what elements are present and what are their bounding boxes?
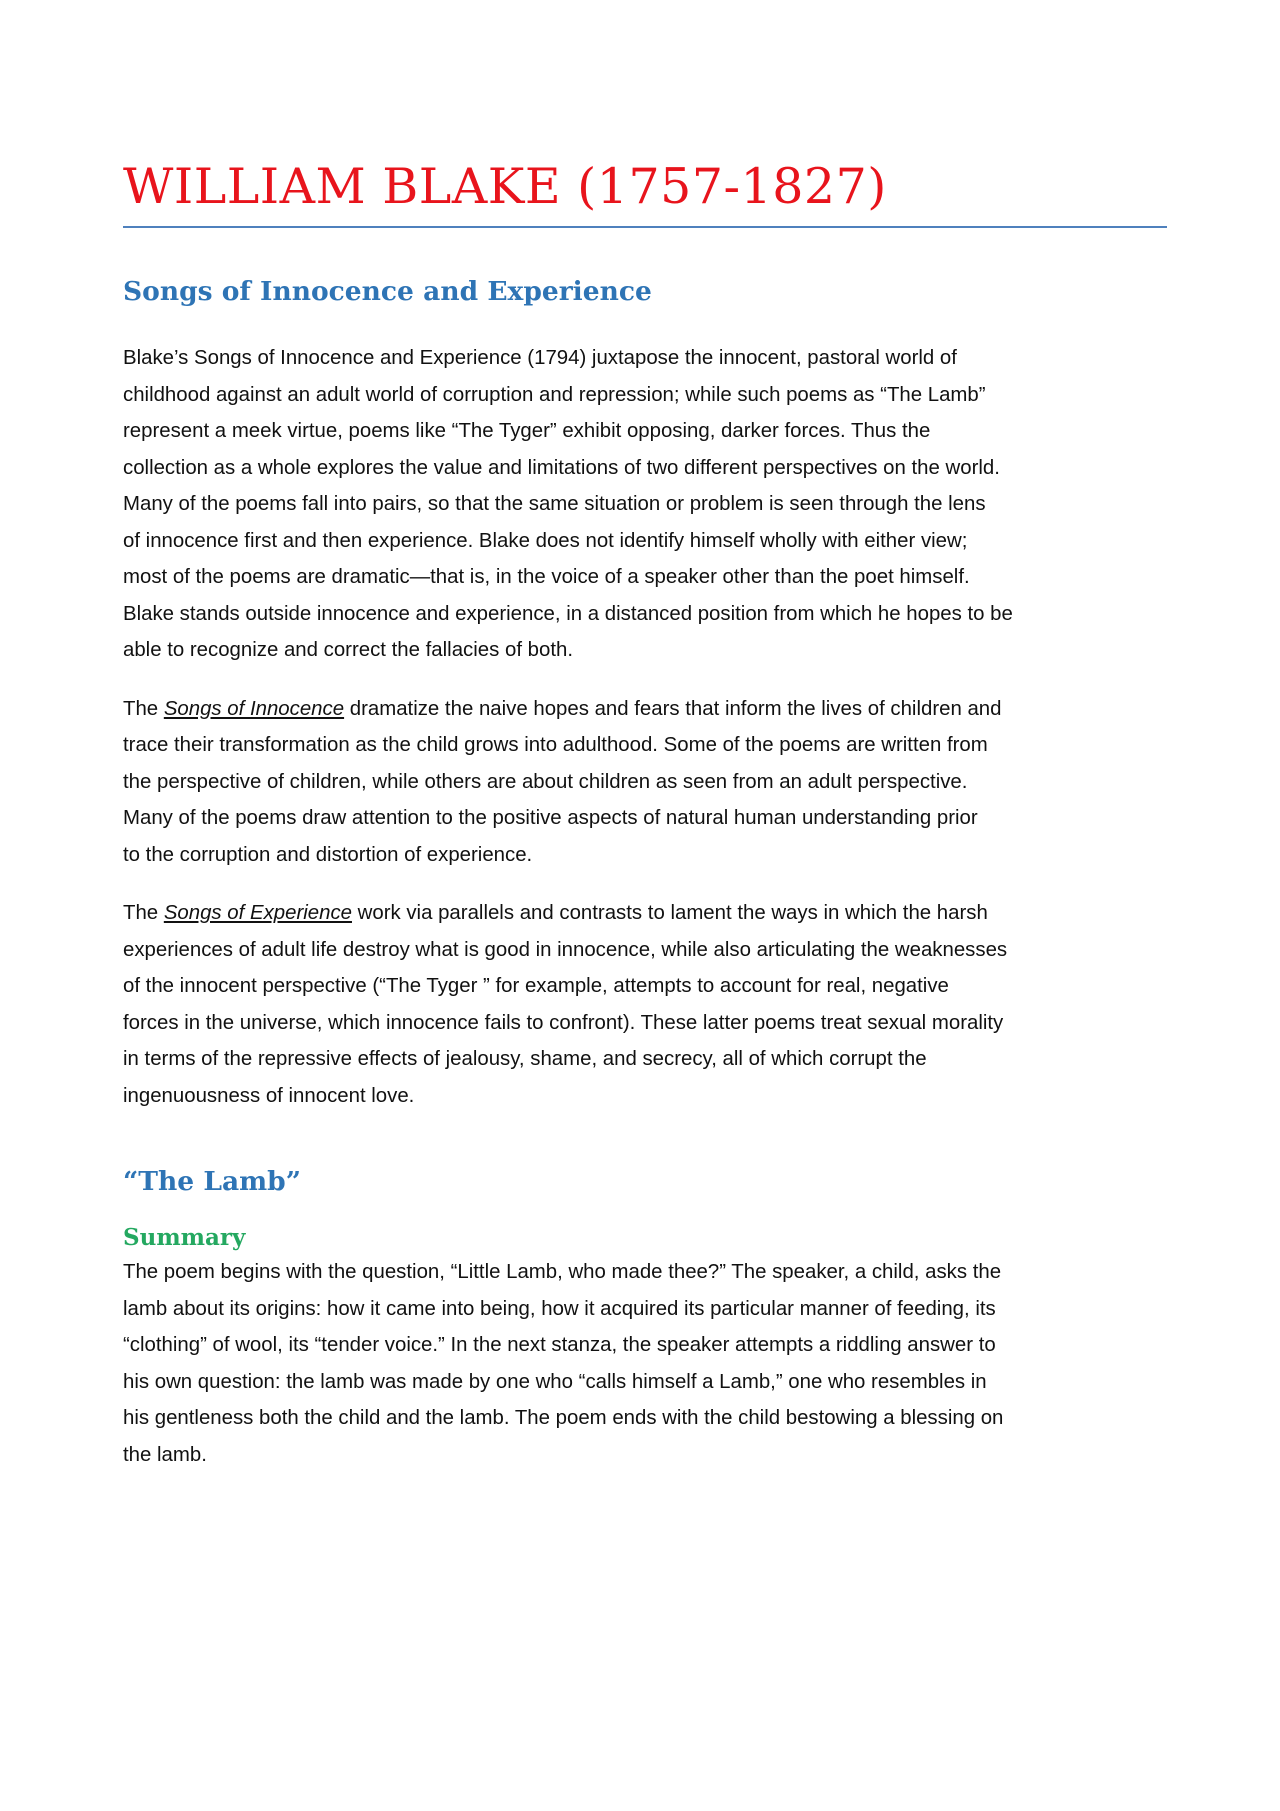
experience-paragraph bbox=[123, 895, 1167, 1114]
paragraph-line: the perspective of children, while others are about children as seen from an adult perspective. bbox=[123, 770, 968, 793]
paragraph-line: the lamb. bbox=[123, 1443, 207, 1466]
document-title: WILLIAM BLAKE (1757-1827) bbox=[123, 158, 887, 215]
paragraph-line-rest: dramatize the naive hopes and fears that inform the lives of children and bbox=[344, 697, 1002, 720]
paragraph-line: of innocence first and then experience. Blake does not identify himself wholly with either view; bbox=[123, 529, 968, 552]
paragraph-line: his gentleness both the child and the lamb. The poem ends with the child bestowing a blessing on bbox=[123, 1407, 1004, 1429]
paragraph-line: The poem begins with the question, “Little Lamb, who made thee?” The speaker, a child, asks the bbox=[123, 1261, 1002, 1283]
document-content bbox=[123, 152, 1167, 1473]
paragraph-line bbox=[123, 691, 1167, 728]
intro-paragraph bbox=[123, 340, 1167, 669]
paragraph-line: forces in the universe, which innocence fails to confront). These latter poems treat sexual morality bbox=[123, 1011, 1004, 1034]
paragraph-prefix: The bbox=[123, 697, 164, 720]
paragraph-prefix: The bbox=[123, 902, 164, 924]
paragraph-line: Blake stands outside innocence and experience, in a distanced position from which he hopes to be bbox=[123, 602, 1013, 625]
paragraph-line: childhood against an adult world of corruption and repression; while such poems as “The Lamb” bbox=[123, 383, 986, 406]
paragraph-line: lamb about its origins: how it came into being, how it acquired its particular manner of feeding, its bbox=[123, 1297, 996, 1320]
paragraph-line: ingenuousness of innocent love. bbox=[123, 1084, 415, 1107]
paragraph-line: Many of the poems draw attention to the positive aspects of natural human understanding prior bbox=[123, 807, 978, 829]
paragraph-line: of the innocent perspective (“The Tyger ” for example, attempts to account for real, negative bbox=[123, 975, 949, 997]
paragraph-line bbox=[123, 895, 1167, 932]
paragraph-line: trace their transformation as the child grows into adulthood. Some of the poems are written from bbox=[123, 734, 988, 756]
songs-of-innocence-title: Songs of Innocence bbox=[163, 697, 345, 720]
paragraph-line: “clothing” of wool, its “tender voice.” In the next stanza, the speaker attempts a riddling answer to bbox=[123, 1334, 996, 1356]
summary-heading: Summary bbox=[123, 1224, 246, 1251]
paragraph-line: most of the poems are dramatic—that is, in the voice of a speaker other than the poet himself. bbox=[123, 566, 970, 588]
paragraph-line-rest: work via parallels and contrasts to lament the ways in which the harsh bbox=[351, 902, 988, 924]
title-underline-rule bbox=[123, 226, 1167, 228]
section-heading-the-lamb: “The Lamb” bbox=[123, 1166, 301, 1197]
paragraph-line: represent a meek virtue, poems like “The Tyger” exhibit opposing, darker forces. Thus the bbox=[123, 420, 931, 442]
paragraph-line: Many of the poems fall into pairs, so that the same situation or problem is seen through the lens bbox=[123, 493, 986, 515]
summary-paragraph bbox=[123, 1254, 1167, 1473]
paragraph-line: his own question: the lamb was made by one who “calls himself a Lamb,” one who resembles in bbox=[123, 1370, 987, 1393]
paragraph-line: collection as a whole explores the value and limitations of two different perspectives on the world. bbox=[123, 456, 1000, 479]
paragraph-line: Blake’s Songs of Innocence and Experience (1794) juxtapose the innocent, pastoral world of bbox=[123, 347, 957, 369]
paragraph-line: in terms of the repressive effects of jealousy, shame, and secrecy, all of which corrupt the bbox=[123, 1048, 927, 1070]
section-heading-songs: Songs of Innocence and Experience bbox=[123, 276, 652, 307]
paragraph-line: to the corruption and distortion of experience. bbox=[123, 843, 533, 866]
paragraph-line: able to recognize and correct the fallacies of both. bbox=[123, 639, 573, 661]
songs-of-experience-title: Songs of Experience bbox=[163, 902, 352, 924]
paragraph-line: experiences of adult life destroy what is good in innocence, while also articulating the weaknesses bbox=[123, 938, 1008, 961]
innocence-paragraph bbox=[123, 691, 1167, 874]
